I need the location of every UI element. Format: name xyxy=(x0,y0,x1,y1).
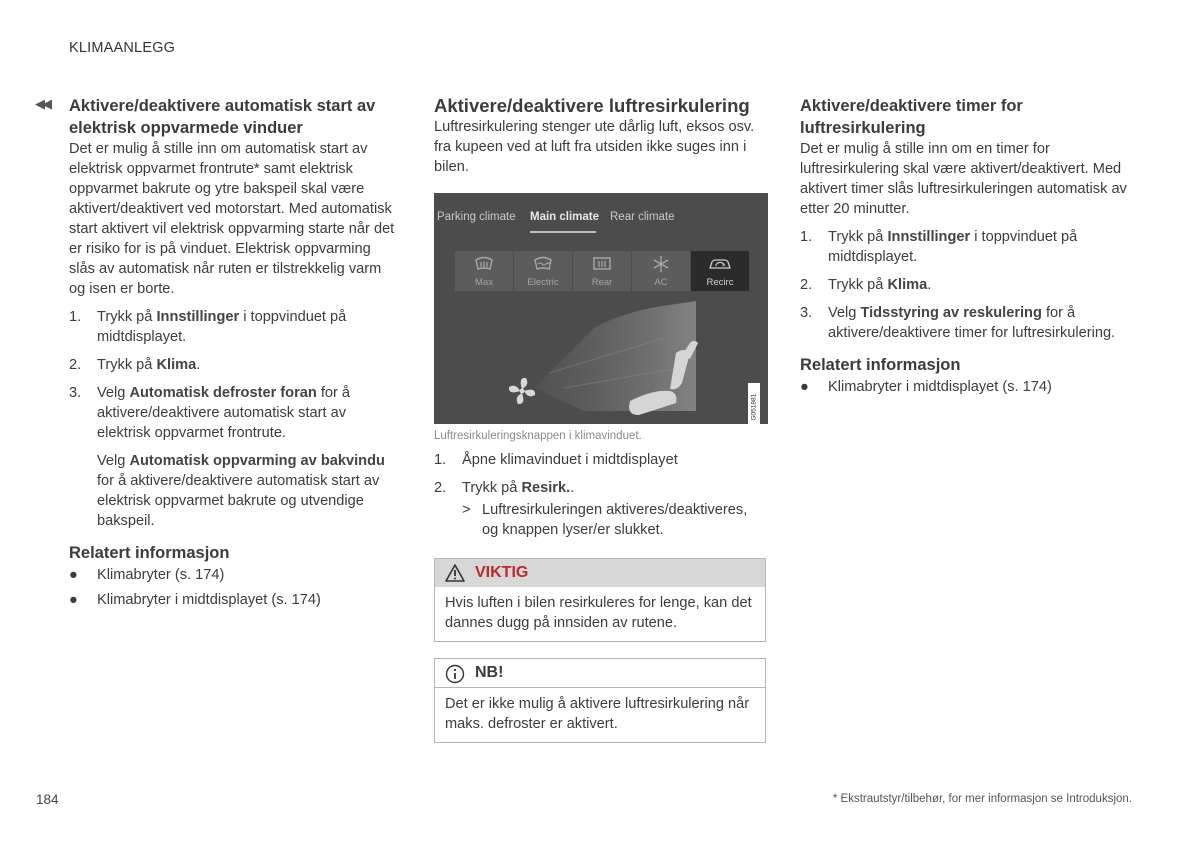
steps-list xyxy=(69,307,399,443)
fan-icon xyxy=(509,378,535,404)
step-item: 1. Trykk på Innstillinger i toppvinduet på midtdisplayet. xyxy=(69,309,347,345)
step-item: 3. Velg Automatisk defroster foran for å aktivere/deaktivere automatisk start av elektrisk oppvarmet frontrute. xyxy=(69,385,351,441)
related-info-list xyxy=(800,377,1132,397)
step-item: 2. Trykk på Klima. xyxy=(69,357,201,373)
note-text: Det er ikke mulig å aktivere luftresirkulering når maks. defroster er aktivert. xyxy=(445,696,750,732)
step-item: 2. Trykk på Klima. xyxy=(800,277,932,293)
steps-list xyxy=(434,450,766,498)
tab-parking-climate[interactable]: Parking climate xyxy=(437,211,516,223)
related-info-heading: Relatert informasjon xyxy=(69,544,230,562)
step-item: 3. Velg Tidsstyring av reskulering for å aktivere/deaktivere timer for luftresirkulering. xyxy=(800,305,1116,341)
intro-paragraph: Luftresirkulering stenger ute dårlig luft, eksos osv. fra kupeen ved at luft fra utsiden ikke suges inn i bilen. xyxy=(434,119,755,175)
max-defrost-button[interactable]: Max xyxy=(455,251,513,291)
tab-rear-climate[interactable]: Rear climate xyxy=(610,211,675,223)
page-number: 184 xyxy=(36,792,59,807)
rear-defrost-button[interactable]: Rear xyxy=(573,251,631,291)
step-3-extra: Velg Automatisk oppvarming av bakvindu for å aktivere/deaktivere automatisk start av elektrisk oppvarmet bakrute og utvendige bakspeil. xyxy=(97,453,385,529)
column-recirculation-timer xyxy=(800,95,1132,402)
heading-recirculation-timer: Aktivere/deaktivere timer for luftresirkulering xyxy=(800,97,1023,137)
note-title: NB! xyxy=(475,664,504,681)
intro-paragraph: Det er mulig å stille inn om automatisk start av elektrisk oppvarmet frontrute* samt elektrisk oppvarmet bakrute og ytre bakspeil skal være aktivert/deaktivert ved motorstart. Med automatisk start aktivert vil elektrisk oppvarming starte når det er risiko for is på vinduet. Elektrisk oppvarming slås av automatisk når ruten er tilstrekkelig varm og isen er borte. xyxy=(69,141,395,297)
warning-title: VIKTIG xyxy=(475,564,529,581)
figure-caption: Luftresirkuleringsknappen i klimavinduet. xyxy=(434,430,642,442)
step-item: 1. Åpne klimavinduet i midtdisplayet xyxy=(434,452,678,468)
section-title: KLIMAANLEGG xyxy=(69,40,176,56)
related-info-heading: Relatert informasjon xyxy=(800,356,961,374)
related-link[interactable]: ● Klimabryter (s. 174) xyxy=(69,567,225,583)
step-item: 1. Trykk på Innstillinger i toppvinduet på midtdisplayet. xyxy=(800,229,1078,265)
step-item: 2. Trykk på Resirk.. xyxy=(434,480,575,496)
image-code-label: G051881 xyxy=(748,383,760,424)
info-icon xyxy=(445,664,465,684)
intro-paragraph: Det er mulig å stille inn om en timer for luftresirkulering skal være aktivert/deaktivert. Med aktivert timer slås luftresirkuleringen automatisk av etter 20 minutter. xyxy=(800,141,1127,217)
related-link[interactable]: ● Klimabryter i midtdisplayet (s. 174) xyxy=(69,592,321,608)
recirc-button[interactable]: Recirc xyxy=(691,251,749,291)
climate-screen-image xyxy=(434,193,768,424)
ac-button[interactable]: AC xyxy=(632,251,690,291)
note-box xyxy=(434,658,766,743)
electric-defrost-button[interactable]: Electric xyxy=(514,251,572,291)
related-info-list xyxy=(69,565,399,610)
heading-recirculation: Aktivere/deaktivere luftresirkulering xyxy=(434,95,750,116)
column-window-heating xyxy=(69,95,399,615)
fan-and-seat-illustration xyxy=(434,193,768,424)
footnote: * Ekstrautstyr/tilbehør, for mer informasjon se Introduksjon. xyxy=(832,793,1132,805)
warning-box xyxy=(434,558,766,642)
tab-main-climate[interactable]: Main climate xyxy=(530,211,600,223)
steps-list xyxy=(800,227,1132,343)
column-recirculation xyxy=(434,95,766,743)
back-double-chevron-icon[interactable]: ◀◀ xyxy=(35,96,49,111)
step-result: > Luftresirkuleringen aktiveres/deaktiveres, og knappen lyser/er slukket. xyxy=(462,502,748,538)
warning-text: Hvis luften i bilen resirkuleres for lenge, kan det dannes dugg på innsiden av rutene. xyxy=(445,595,752,631)
heading-auto-start-heated-windows: Aktivere/deaktivere automatisk start av elektrisk oppvarmede vinduer xyxy=(69,97,376,137)
related-link[interactable]: ● Klimabryter i midtdisplayet (s. 174) xyxy=(800,379,1052,395)
warning-triangle-icon xyxy=(445,564,465,582)
